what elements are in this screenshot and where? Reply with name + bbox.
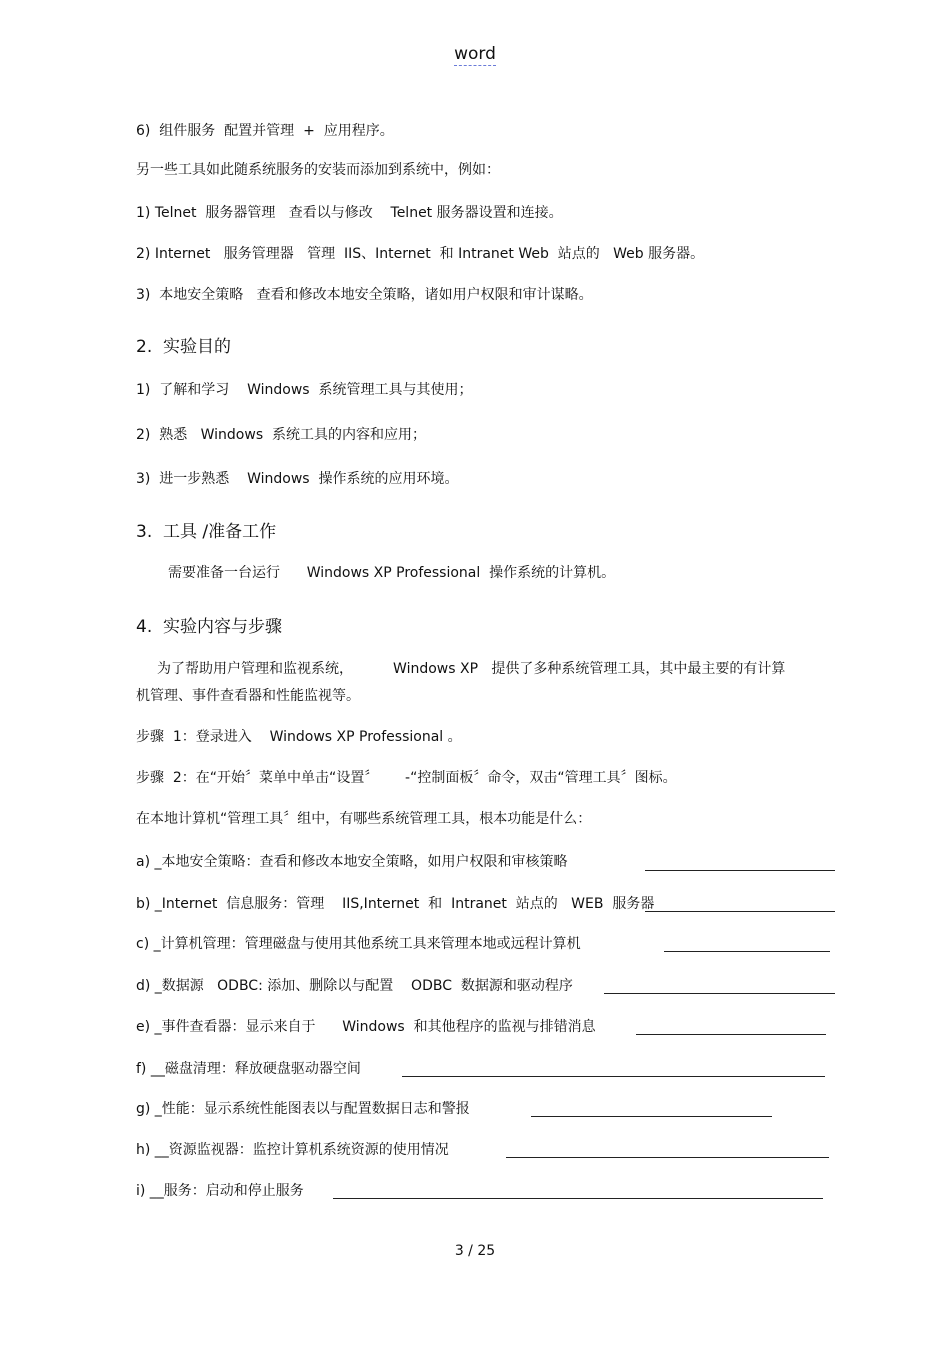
tool-line-6: 6) 组件服务 配置并管理 + 应用程序。 xyxy=(136,123,394,139)
answer-d-blank xyxy=(604,993,835,994)
answer-b: b) _Internet 信息服务：管理 IIS,Internet 和 Intranet 站点的 WEB 服务器 xyxy=(136,896,655,912)
tool-line-security: 3) 本地安全策略 查看和修改本地安全策略，诸如用户权限和审计谋略。 xyxy=(136,287,593,303)
page-number: 3 / 25 xyxy=(454,1243,496,1259)
answer-c: c) _计算机管理：管理磁盘与使用其他系统工具来管理本地或远程计算机 xyxy=(136,936,581,952)
answer-d: d) _数据源 ODBC: 添加、删除以与配置 ODBC 数据源和驱动程序 xyxy=(136,978,573,994)
step-1: 步骤 1：登录进入 Windows XP Professional 。 xyxy=(136,729,462,745)
section-4-paragraph-line-2: 机管理、事件查看器和性能监视等。 xyxy=(136,688,360,704)
answer-f-blank xyxy=(402,1076,825,1077)
objective-2: 2) 熟悉 Windows 系统工具的内容和应用； xyxy=(136,427,427,443)
tool-line-telnet: 1) Telnet 服务器管理 查看以与修改 Telnet 服务器设置和连接。 xyxy=(136,205,563,221)
step-2: 步骤 2：在“开始〞菜单中单击“设置〞 -“控制面板〞命令，双击“管理工具〞图标。 xyxy=(136,770,677,786)
answer-g: g) _性能：显示系统性能图表以与配置数据日志和警报 xyxy=(136,1101,470,1117)
objective-1: 1) 了解和学习 Windows 系统管理工具与其使用； xyxy=(136,382,473,398)
section-2-heading: 2. 实验目的 xyxy=(136,337,232,357)
page-header xyxy=(0,44,950,64)
section-4-heading: 4. 实验内容与步骤 xyxy=(136,617,283,637)
answer-f: f) __磁盘清理：释放硬盘驱动器空间 xyxy=(136,1061,361,1077)
section-3-heading: 3. 工具 /准备工作 xyxy=(136,522,277,542)
section-4-paragraph-line-1: 为了帮助用户管理和监视系统， Windows XP 提供了多种系统管理工具，其中最主要的有计算 xyxy=(157,661,786,677)
tool-line-internet: 2) Internet 服务管理器 管理 IIS、Internet 和 Intranet Web 站点的 Web 服务器。 xyxy=(136,246,705,262)
intro-line: 另一些工具如此随系统服务的安装而添加到系统中，例如： xyxy=(136,162,500,178)
answer-a: a) _本地安全策略：查看和修改本地安全策略，如用户权限和审核策略 xyxy=(136,854,568,870)
answer-h-blank xyxy=(506,1157,829,1158)
answer-i-blank xyxy=(333,1198,823,1199)
answer-c-blank xyxy=(664,951,830,952)
answer-e-blank xyxy=(636,1034,826,1035)
section-3-text: 需要准备一台运行 Windows XP Professional 操作系统的计算机。 xyxy=(168,565,616,581)
answer-b-blank xyxy=(645,911,835,912)
answer-a-blank xyxy=(645,870,835,871)
answer-i: i) __服务：启动和停止服务 xyxy=(136,1183,304,1199)
answer-h: h) __资源监视器：监控计算机系统资源的使用情况 xyxy=(136,1142,449,1158)
tools-question: 在本地计算机“管理工具〞组中，有哪些系统管理工具，根本功能是什么： xyxy=(136,811,592,827)
header-title: word xyxy=(454,44,496,64)
objective-3: 3) 进一步熟悉 Windows 操作系统的应用环境。 xyxy=(136,471,459,487)
answer-g-blank xyxy=(531,1116,772,1117)
answer-e: e) _事件查看器：显示来自于 Windows 和其他程序的监视与排错消息 xyxy=(136,1019,596,1035)
